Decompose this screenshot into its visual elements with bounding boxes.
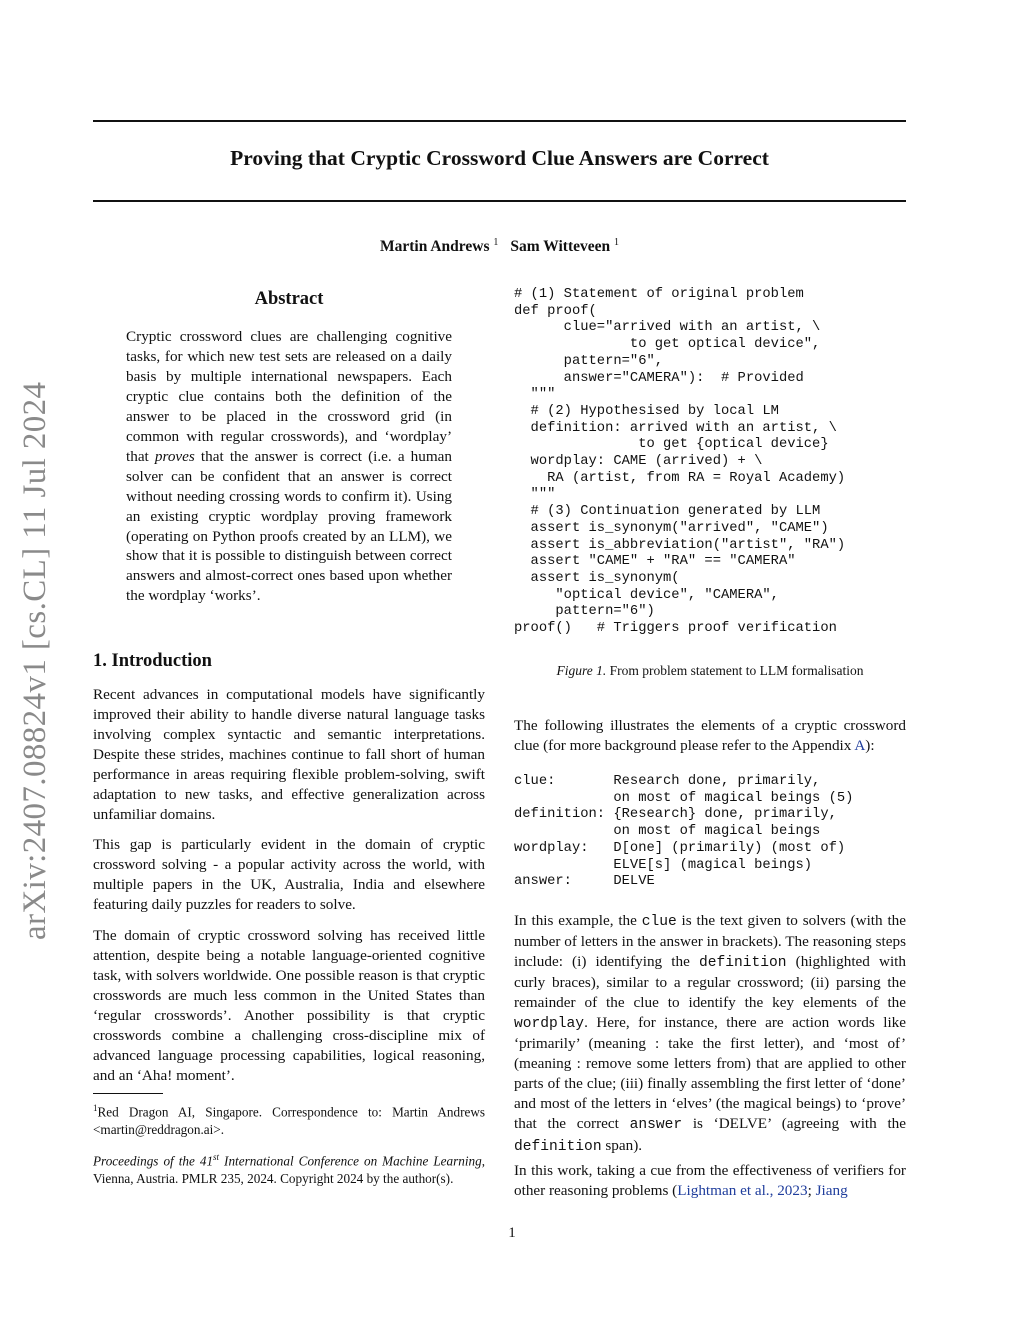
author-name: Sam Witteveen <box>510 238 611 256</box>
appendix-link[interactable]: A <box>854 737 866 755</box>
footnote-mark: 1 <box>93 1103 98 1113</box>
body-paragraph-this-work: In this work, taking a cue from the effectiveness of verifiers for other reasoning problems (Lightman et al., 2023; Jiang <box>514 1162 906 1200</box>
top-rule <box>93 120 906 122</box>
intro-paragraph-3: The domain of cryptic crossword solving has received little attention, despite being a notable language-oriented cognitive task, with solvers worldwide. One possible reason is that cryptic crosswords are much less common in the United States than ‘regular crosswords’. Another possibility is that cryptic crosswords combine a challenging cross-discipline mix of advanced language processing capabilities, logical reasoning, and an ‘Aha! moment’. <box>93 927 485 1085</box>
abstract-text: Cryptic crossword clues are challenging cognitive tasks, for which new test sets are released on a daily basis by multiple international newspapers. Each cryptic clue contains both the definition of the answer to be placed in the crossword grid (in common with regular crosswords), and ‘wordplay’ that proves that the answer is correct (i.e. a human solver can be confident that an answer is correct without needing crossing words to confirm it). Using an existing cryptic wordplay proving framework (operating on Python proofs created by an LLM), we show that it is possible to distinguish between correct answers and almost-correct ones based upon whether the wordplay ‘works’. <box>126 328 452 605</box>
figure-code-listing: # (1) Statement of original problem def proof( clue="arrived with an artist, \ to get optical device", pattern="6", answer="CAMERA"): # Provided """ # (2) Hypothesised by local LM definition: arrived with an artist, \ to get {optical device} wordplay: CAME (arrived) + \ RA (artist, from RA = Royal Academy) """ # (3) Continuation generated by LLM assert is_synonym("arrived", "CAME") assert is_abbreviation("artist", "RA") assert "CAME" + "RA" == "CAMERA" assert is_synonym( "optical device", "CAMERA", pattern="6") proof() # Triggers proof verification <box>514 287 846 637</box>
body-paragraph-example: In this example, the clue is the text given to solvers (with the number of letters in the answer in brackets). The reasoning steps include: (i) identifying the definition (highlighted with curly braces), similar to a regular crossword; (ii) parsing the remainder of the clue to identify the key elements of the wordplay. Here, for instance, there are action words like ‘primarily’ (meaning : take the first letter), and ‘most of’ (meaning : remove some letters from) that are applied to other parts of the clue; (iii) finally assembling the first letter of ‘done’ and most of the letters in ‘elves’ (the magical beings) to ‘prove’ that the correct answer is ‘DELVE’ (agreeing with the definition span). <box>514 912 907 1155</box>
abstract-heading: Abstract <box>254 289 324 309</box>
page-number: 1 <box>508 1225 516 1241</box>
citation-link[interactable]: Lightman et al., 2023 <box>677 1182 808 1200</box>
inline-code: definition <box>514 1138 602 1155</box>
intro-paragraph-1: Recent advances in computational models have significantly improved their ability to handle diverse natural language tasks involving complex syntactic and semantic interpretations. Despite these strides, machines continue to fall short of human performance in areas requiring flexible problem-solving, swift adaptation to new tasks, and effective generalization across unfamiliar domains. <box>93 686 485 824</box>
author-name: Martin Andrews <box>379 238 490 256</box>
citation-link[interactable]: Jiang <box>815 1182 848 1200</box>
inline-code: clue <box>641 914 677 930</box>
inline-code: definition <box>698 955 787 972</box>
emphasis: proves <box>154 447 195 465</box>
author-list <box>93 237 906 256</box>
figure-label: Figure 1. <box>556 663 607 678</box>
paper-title: Proving that Cryptic Crossword Clue Answers are Correct <box>230 146 769 170</box>
affiliation-footnote: $^1$Red Dragon AI, Singapore. Correspondence to: Martin Andrews <martin@reddragon.ai>. <box>93 1103 485 1138</box>
inline-code: answer <box>629 1117 683 1134</box>
intro-paragraph-2: This gap is particularly evident in the domain of cryptic crossword solving - a popular activity across the world, with multiple papers in the UK, Australia, India and elsewhere featuring daily puzzles for readers to solve. <box>93 836 485 914</box>
title-bottom-rule <box>93 200 906 202</box>
proceedings-note: Proceedings of the 41st International Conference on Machine Learning, Vienna, Austria. PMLR 235, 2024. Copyright 2024 by the author(s). <box>93 1152 485 1187</box>
figure-caption: Figure 1. From problem statement to LLM formalisation <box>556 663 864 678</box>
arxiv-identifier-stamp: arXiv:2407.08824v1 [cs.CL] 11 Jul 2024 <box>17 381 53 940</box>
author-affiliation-mark: 1 <box>493 237 499 248</box>
author-affiliation-mark: 1 <box>614 237 619 248</box>
footnote-divider <box>93 1093 163 1094</box>
inline-code: wordplay <box>514 1016 585 1033</box>
clue-example-listing: clue: Research done, primarily, on most of magical beings (5) definition: {Research} done, primarily, on most of magical beings wordplay: D[one] (primarily) (most of) ELVE[s] (magical beings) answer: DELVE <box>514 774 854 890</box>
body-paragraph-elements: The following illustrates the elements of a cryptic crossword clue (for more background please refer to the Appendix A): <box>514 717 906 755</box>
section-heading-introduction: 1. Introduction <box>93 651 212 671</box>
